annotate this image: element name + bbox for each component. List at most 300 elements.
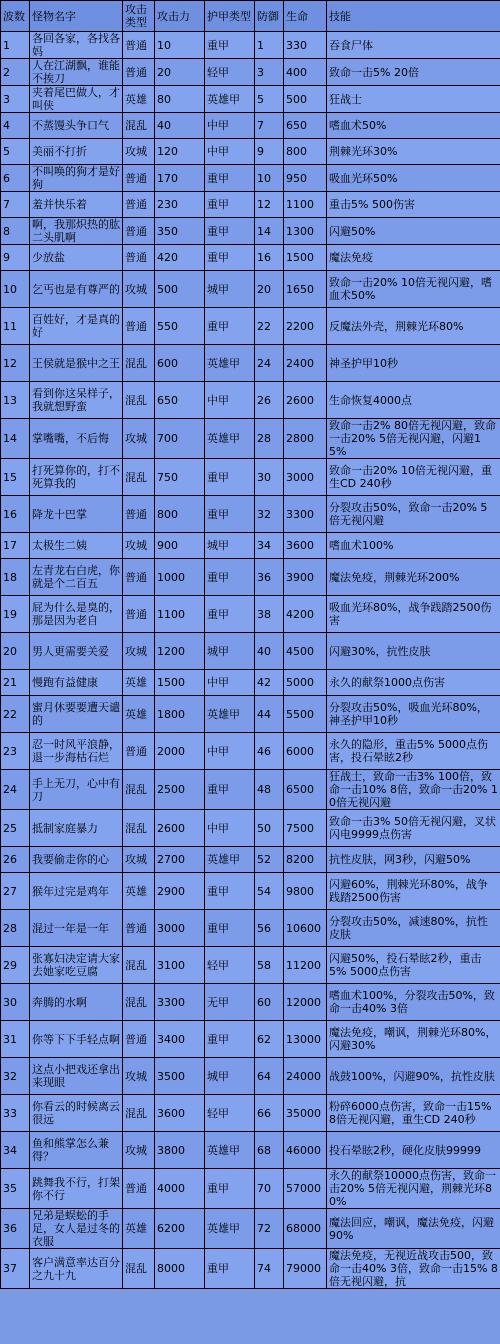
cell-hp: 12000	[284, 984, 327, 1021]
cell-attack: 750	[155, 459, 205, 496]
cell-monster-name: 啊，我那炽热的肱二头肌啊	[30, 218, 123, 245]
table-row	[1, 696, 500, 733]
cell-attack: 3600	[155, 1095, 205, 1132]
cell-armor-type: 重甲	[205, 245, 255, 271]
cell-monster-name: 客户满意率达百分之九十九	[30, 1249, 123, 1289]
cell-hp: 9800	[284, 873, 327, 910]
cell-wave: 12	[1, 345, 30, 382]
table-row	[1, 86, 500, 113]
cell-defense: 28	[255, 419, 284, 459]
cell-wave: 18	[1, 559, 30, 596]
cell-attack-type: 英雄	[123, 86, 155, 113]
cell-skills: 嗜血术100%，分裂攻击50%，致命一击40% 3倍	[327, 984, 500, 1021]
table-row	[1, 733, 500, 770]
cell-wave: 11	[1, 308, 30, 345]
cell-monster-name: 你等下下手轻点啊	[30, 1021, 123, 1058]
cell-skills: 分裂攻击50%，致命一击20% 5倍无视闪避	[327, 496, 500, 533]
cell-wave: 27	[1, 873, 30, 910]
cell-hp: 3600	[284, 533, 327, 559]
table-row	[1, 1095, 500, 1132]
cell-armor-type: 重甲	[205, 32, 255, 59]
cell-monster-name: 男人更需要关爱	[30, 633, 123, 670]
cell-skills: 粉碎6000点伤害，致命一击15% 8倍无视闪避，重生CD 240秒	[327, 1095, 500, 1132]
cell-wave: 2	[1, 59, 30, 86]
cell-attack: 650	[155, 382, 205, 419]
cell-armor-type: 重甲	[205, 1021, 255, 1058]
cell-defense: 3	[255, 59, 284, 86]
cell-hp: 1650	[284, 271, 327, 308]
cell-attack: 2600	[155, 810, 205, 847]
cell-wave: 6	[1, 165, 30, 192]
cell-hp: 11200	[284, 947, 327, 984]
cell-hp: 24000	[284, 1058, 327, 1095]
table-row	[1, 596, 500, 633]
cell-skills: 狂战士，致命一击3% 100倍，致命一击10% 8倍，致命一击20% 10倍无视闪避	[327, 770, 500, 810]
cell-defense: 7	[255, 113, 284, 139]
cell-skills: 闪避30%，抗性皮肤	[327, 633, 500, 670]
cell-attack-type: 普通	[123, 59, 155, 86]
cell-hp: 330	[284, 32, 327, 59]
cell-defense: 70	[255, 1169, 284, 1209]
table-row	[1, 947, 500, 984]
cell-wave: 24	[1, 770, 30, 810]
cell-monster-name: 夹着尾巴做人，才叫侠	[30, 86, 123, 113]
cell-attack-type: 混乱	[123, 947, 155, 984]
cell-armor-type: 中甲	[205, 810, 255, 847]
cell-attack: 20	[155, 59, 205, 86]
cell-attack-type: 普通	[123, 218, 155, 245]
cell-attack-type: 普通	[123, 1021, 155, 1058]
cell-skills: 魔法免疫，嘲讽，荆棘光环80%，闪避30%	[327, 1021, 500, 1058]
cell-attack: 3000	[155, 910, 205, 947]
cell-defense: 30	[255, 459, 284, 496]
cell-armor-type: 中甲	[205, 670, 255, 696]
cell-attack-type: 普通	[123, 596, 155, 633]
cell-monster-name: 我要偷走你的心	[30, 847, 123, 873]
cell-skills: 魔法回应，嘲讽，魔法免疫，闪避90%	[327, 1209, 500, 1249]
cell-attack: 3300	[155, 984, 205, 1021]
cell-defense: 48	[255, 770, 284, 810]
cell-skills: 吞食尸体	[327, 32, 500, 59]
cell-monster-name: 左青龙右白虎，你就是个二百五	[30, 559, 123, 596]
cell-hp: 68000	[284, 1209, 327, 1249]
table-row	[1, 1169, 500, 1209]
cell-attack: 1500	[155, 670, 205, 696]
cell-skills: 嗜血术50%	[327, 113, 500, 139]
cell-wave: 32	[1, 1058, 30, 1095]
cell-skills: 抗性皮肤，网3秒，闪避50%	[327, 847, 500, 873]
cell-monster-name: 太极生二姨	[30, 533, 123, 559]
cell-wave: 21	[1, 670, 30, 696]
cell-defense: 12	[255, 192, 284, 218]
cell-armor-type: 重甲	[205, 459, 255, 496]
cell-attack-type: 攻城	[123, 419, 155, 459]
cell-defense: 72	[255, 1209, 284, 1249]
table-row	[1, 345, 500, 382]
cell-skills: 魔法免疫，荆棘光环200%	[327, 559, 500, 596]
cell-monster-name: 各回各家，各找各妈	[30, 32, 123, 59]
cell-hp: 5000	[284, 670, 327, 696]
cell-attack-type: 普通	[123, 32, 155, 59]
cell-armor-type: 中甲	[205, 113, 255, 139]
cell-attack-type: 英雄	[123, 873, 155, 910]
header-armor-type: 护甲类型	[205, 1, 255, 32]
cell-hp: 6500	[284, 770, 327, 810]
table-row	[1, 113, 500, 139]
cell-monster-name: 这点小把戏还拿出来现眼	[30, 1058, 123, 1095]
cell-skills: 魔法免疫，无视近战攻击500，致命一击40% 3倍，致命一击15% 8倍无视闪避，抗	[327, 1249, 500, 1289]
cell-wave: 3	[1, 86, 30, 113]
cell-hp: 35000	[284, 1095, 327, 1132]
cell-skills: 狂战士	[327, 86, 500, 113]
cell-skills: 荆棘光环30%	[327, 139, 500, 165]
header-wave: 波数	[1, 1, 30, 32]
cell-defense: 20	[255, 271, 284, 308]
cell-hp: 46000	[284, 1132, 327, 1169]
cell-wave: 34	[1, 1132, 30, 1169]
cell-armor-type: 重甲	[205, 496, 255, 533]
cell-defense: 60	[255, 984, 284, 1021]
cell-defense: 38	[255, 596, 284, 633]
table-row	[1, 873, 500, 910]
cell-wave: 9	[1, 245, 30, 271]
cell-hp: 1500	[284, 245, 327, 271]
cell-armor-type: 英雄甲	[205, 345, 255, 382]
cell-wave: 1	[1, 32, 30, 59]
cell-armor-type: 英雄甲	[205, 419, 255, 459]
cell-wave: 8	[1, 218, 30, 245]
cell-wave: 35	[1, 1169, 30, 1209]
header-row	[1, 1, 500, 32]
cell-attack-type: 攻城	[123, 139, 155, 165]
cell-armor-type: 重甲	[205, 873, 255, 910]
table-row	[1, 1249, 500, 1289]
cell-hp: 1300	[284, 218, 327, 245]
cell-attack: 550	[155, 308, 205, 345]
cell-attack-type: 攻城	[123, 1058, 155, 1095]
cell-monster-name: 降龙十巴掌	[30, 496, 123, 533]
cell-armor-type: 英雄甲	[205, 1209, 255, 1249]
cell-attack: 3800	[155, 1132, 205, 1169]
cell-hp: 2400	[284, 345, 327, 382]
cell-wave: 31	[1, 1021, 30, 1058]
cell-skills: 闪避50%	[327, 218, 500, 245]
cell-defense: 14	[255, 218, 284, 245]
cell-attack-type: 混乱	[123, 770, 155, 810]
cell-armor-type: 轻甲	[205, 947, 255, 984]
table-row	[1, 165, 500, 192]
cell-attack-type: 混乱	[123, 382, 155, 419]
cell-hp: 6000	[284, 733, 327, 770]
cell-defense: 54	[255, 873, 284, 910]
cell-skills: 战鼓100%，闪避90%，抗性皮肤	[327, 1058, 500, 1095]
cell-attack-type: 攻城	[123, 1132, 155, 1169]
cell-skills: 魔法免疫	[327, 245, 500, 271]
cell-attack: 80	[155, 86, 205, 113]
table-row	[1, 139, 500, 165]
cell-attack-type: 混乱	[123, 1249, 155, 1289]
cell-defense: 22	[255, 308, 284, 345]
cell-armor-type: 重甲	[205, 910, 255, 947]
cell-skills: 投石晕眩2秒，硬化皮肤99999	[327, 1132, 500, 1169]
cell-monster-name: 不蒸馒头争口气	[30, 113, 123, 139]
cell-attack-type: 攻城	[123, 633, 155, 670]
cell-monster-name: 王侯就是猴中之王	[30, 345, 123, 382]
cell-armor-type: 重甲	[205, 1169, 255, 1209]
table-row	[1, 847, 500, 873]
table-row	[1, 192, 500, 218]
cell-defense: 16	[255, 245, 284, 271]
cell-skills: 分裂攻击50%，吸血光环80%，神圣护甲10秒	[327, 696, 500, 733]
cell-monster-name: 抵制家庭暴力	[30, 810, 123, 847]
cell-defense: 34	[255, 533, 284, 559]
table-row	[1, 910, 500, 947]
cell-attack: 1000	[155, 559, 205, 596]
cell-monster-name: 张寡妇决定请大家去她家吃豆腐	[30, 947, 123, 984]
cell-hp: 57000	[284, 1169, 327, 1209]
cell-defense: 10	[255, 165, 284, 192]
cell-wave: 37	[1, 1249, 30, 1289]
cell-defense: 74	[255, 1249, 284, 1289]
cell-hp: 400	[284, 59, 327, 86]
cell-attack-type: 混乱	[123, 810, 155, 847]
cell-skills: 永久的献祭1000点伤害	[327, 670, 500, 696]
cell-attack: 2900	[155, 873, 205, 910]
header-skills: 技能	[327, 1, 500, 32]
cell-armor-type: 重甲	[205, 308, 255, 345]
cell-defense: 58	[255, 947, 284, 984]
cell-wave: 19	[1, 596, 30, 633]
cell-monster-name: 羞并快乐着	[30, 192, 123, 218]
cell-defense: 40	[255, 633, 284, 670]
cell-skills: 反魔法外壳，荆棘光环80%	[327, 308, 500, 345]
cell-monster-name: 混过一年是一年	[30, 910, 123, 947]
cell-armor-type: 重甲	[205, 165, 255, 192]
cell-attack: 4000	[155, 1169, 205, 1209]
cell-attack: 170	[155, 165, 205, 192]
cell-wave: 23	[1, 733, 30, 770]
cell-skills: 吸血光环80%，战争践踏2500伤害	[327, 596, 500, 633]
cell-skills: 生命恢复4000点	[327, 382, 500, 419]
cell-hp: 10600	[284, 910, 327, 947]
cell-monster-name: 不叫唤的狗才是好狗	[30, 165, 123, 192]
cell-armor-type: 中甲	[205, 139, 255, 165]
cell-attack-type: 普通	[123, 910, 155, 947]
table-row	[1, 271, 500, 308]
cell-wave: 5	[1, 139, 30, 165]
cell-armor-type: 城甲	[205, 633, 255, 670]
cell-defense: 5	[255, 86, 284, 113]
table-row	[1, 810, 500, 847]
cell-skills: 永久的献祭10000点伤害，致命一击20% 5倍无视闪避，荆棘光环80%	[327, 1169, 500, 1209]
table-row	[1, 670, 500, 696]
cell-defense: 50	[255, 810, 284, 847]
cell-attack-type: 混乱	[123, 459, 155, 496]
table-row	[1, 308, 500, 345]
cell-attack: 1200	[155, 633, 205, 670]
cell-hp: 1100	[284, 192, 327, 218]
cell-armor-type: 轻甲	[205, 1095, 255, 1132]
cell-hp: 3000	[284, 459, 327, 496]
cell-hp: 800	[284, 139, 327, 165]
cell-armor-type: 中甲	[205, 733, 255, 770]
cell-attack-type: 混乱	[123, 113, 155, 139]
cell-armor-type: 城甲	[205, 533, 255, 559]
table-row	[1, 770, 500, 810]
header-attack-type: 攻击类型	[123, 1, 155, 32]
cell-attack: 2500	[155, 770, 205, 810]
cell-defense: 68	[255, 1132, 284, 1169]
cell-monster-name: 少放盐	[30, 245, 123, 271]
table-row	[1, 59, 500, 86]
cell-hp: 3300	[284, 496, 327, 533]
cell-armor-type: 英雄甲	[205, 86, 255, 113]
table-row	[1, 382, 500, 419]
cell-skills: 致命一击3% 50倍无视闪避，叉状闪电9999点伤害	[327, 810, 500, 847]
cell-wave: 15	[1, 459, 30, 496]
cell-wave: 14	[1, 419, 30, 459]
cell-attack-type: 普通	[123, 733, 155, 770]
cell-defense: 56	[255, 910, 284, 947]
cell-wave: 28	[1, 910, 30, 947]
cell-defense: 64	[255, 1058, 284, 1095]
table-row	[1, 559, 500, 596]
header-attack: 攻击力	[155, 1, 205, 32]
cell-defense: 52	[255, 847, 284, 873]
cell-defense: 1	[255, 32, 284, 59]
cell-hp: 79000	[284, 1249, 327, 1289]
cell-monster-name: 掌嘴嘴，不后悔	[30, 419, 123, 459]
cell-attack-type: 普通	[123, 165, 155, 192]
table-row	[1, 1132, 500, 1169]
cell-attack-type: 英雄	[123, 670, 155, 696]
cell-attack-type: 普通	[123, 1169, 155, 1209]
cell-hp: 4500	[284, 633, 327, 670]
cell-skills: 致命一击5% 20倍	[327, 59, 500, 86]
cell-armor-type: 重甲	[205, 596, 255, 633]
cell-hp: 2800	[284, 419, 327, 459]
header-monster-name: 怪物名字	[30, 1, 123, 32]
cell-wave: 29	[1, 947, 30, 984]
cell-hp: 5500	[284, 696, 327, 733]
cell-attack: 6200	[155, 1209, 205, 1249]
cell-attack: 3400	[155, 1021, 205, 1058]
cell-attack-type: 普通	[123, 308, 155, 345]
cell-attack: 1100	[155, 596, 205, 633]
cell-armor-type: 英雄甲	[205, 696, 255, 733]
cell-hp: 2600	[284, 382, 327, 419]
cell-wave: 17	[1, 533, 30, 559]
cell-attack-type: 混乱	[123, 984, 155, 1021]
cell-armor-type: 英雄甲	[205, 847, 255, 873]
cell-wave: 33	[1, 1095, 30, 1132]
table-row	[1, 533, 500, 559]
cell-defense: 46	[255, 733, 284, 770]
cell-defense: 66	[255, 1095, 284, 1132]
header-defense: 防御	[255, 1, 284, 32]
cell-defense: 9	[255, 139, 284, 165]
cell-hp: 4200	[284, 596, 327, 633]
cell-monster-name: 猴年过完是鸡年	[30, 873, 123, 910]
cell-skills: 永久的隐形，重击5% 5000点伤害，投石晕眩2秒	[327, 733, 500, 770]
cell-defense: 44	[255, 696, 284, 733]
cell-defense: 62	[255, 1021, 284, 1058]
cell-hp: 500	[284, 86, 327, 113]
table-row	[1, 1021, 500, 1058]
cell-skills: 嗜血术100%	[327, 533, 500, 559]
cell-attack-type: 混乱	[123, 1095, 155, 1132]
cell-attack: 3500	[155, 1058, 205, 1095]
cell-armor-type: 无甲	[205, 984, 255, 1021]
cell-wave: 22	[1, 696, 30, 733]
cell-attack: 700	[155, 419, 205, 459]
cell-hp: 650	[284, 113, 327, 139]
cell-attack-type: 普通	[123, 559, 155, 596]
table-row	[1, 32, 500, 59]
cell-armor-type: 重甲	[205, 559, 255, 596]
cell-wave: 25	[1, 810, 30, 847]
cell-monster-name: 美丽不打折	[30, 139, 123, 165]
cell-monster-name: 奔腾的水啊	[30, 984, 123, 1021]
cell-attack: 40	[155, 113, 205, 139]
cell-attack: 420	[155, 245, 205, 271]
cell-wave: 16	[1, 496, 30, 533]
cell-attack: 10	[155, 32, 205, 59]
table-row	[1, 633, 500, 670]
cell-attack-type: 攻城	[123, 271, 155, 308]
cell-attack-type: 普通	[123, 192, 155, 218]
cell-monster-name: 乞丐也是有尊严的	[30, 271, 123, 308]
cell-skills: 吸血光环50%	[327, 165, 500, 192]
cell-skills: 神圣护甲10秒	[327, 345, 500, 382]
cell-defense: 32	[255, 496, 284, 533]
cell-attack: 2700	[155, 847, 205, 873]
cell-armor-type: 中甲	[205, 382, 255, 419]
cell-armor-type: 英雄甲	[205, 1132, 255, 1169]
cell-attack: 350	[155, 218, 205, 245]
cell-attack: 230	[155, 192, 205, 218]
cell-armor-type: 重甲	[205, 770, 255, 810]
table-row	[1, 419, 500, 459]
cell-skills: 致命一击2% 80倍无视闪避，致命一击20% 5倍无视闪避，闪避15%	[327, 419, 500, 459]
cell-monster-name: 兄弟是蜈蚣的手足，女人是过冬的衣服	[30, 1209, 123, 1249]
cell-armor-type: 城甲	[205, 1058, 255, 1095]
cell-attack: 2000	[155, 733, 205, 770]
cell-armor-type: 城甲	[205, 271, 255, 308]
cell-attack: 8000	[155, 1249, 205, 1289]
cell-hp: 8200	[284, 847, 327, 873]
cell-attack: 1800	[155, 696, 205, 733]
cell-hp: 950	[284, 165, 327, 192]
cell-skills: 致命一击20% 10倍无视闪避，重生CD 240秒	[327, 459, 500, 496]
cell-attack-type: 攻城	[123, 533, 155, 559]
cell-wave: 36	[1, 1209, 30, 1249]
cell-armor-type: 重甲	[205, 218, 255, 245]
cell-attack-type: 混乱	[123, 345, 155, 382]
cell-wave: 20	[1, 633, 30, 670]
cell-defense: 26	[255, 382, 284, 419]
cell-skills: 闪避60%，荆棘光环80%，战争践踏2500伤害	[327, 873, 500, 910]
table-row	[1, 218, 500, 245]
cell-attack: 800	[155, 496, 205, 533]
cell-wave: 10	[1, 271, 30, 308]
cell-hp: 2200	[284, 308, 327, 345]
cell-wave: 26	[1, 847, 30, 873]
cell-monster-name: 打死算你的，打不死算我的	[30, 459, 123, 496]
cell-attack-type: 普通	[123, 245, 155, 271]
cell-armor-type: 轻甲	[205, 59, 255, 86]
cell-attack-type: 攻城	[123, 847, 155, 873]
